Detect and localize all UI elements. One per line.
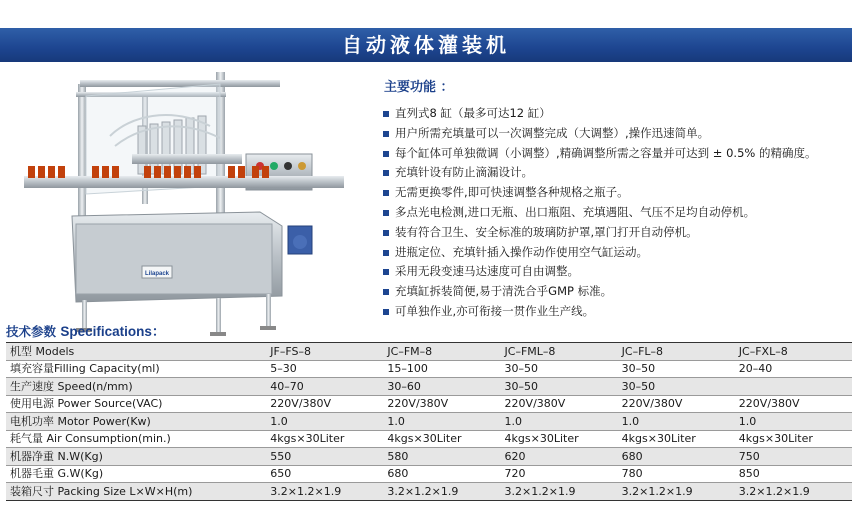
square-bullet-icon	[383, 170, 389, 176]
square-bullet-icon	[383, 210, 389, 216]
param-cell: 电机功率 Motor Power(Kw)	[6, 413, 266, 431]
value-cell: 5–30	[266, 360, 383, 378]
value-cell: 30–60	[383, 378, 500, 396]
value-cell: 30–50	[501, 378, 618, 396]
square-bullet-icon	[383, 309, 389, 315]
param-cell: 机器毛重 G.W(Kg)	[6, 465, 266, 483]
specifications-table	[6, 342, 852, 501]
value-cell: 220V/380V	[266, 395, 383, 413]
value-cell: 1.0	[383, 413, 500, 431]
table-row	[6, 483, 852, 501]
value-cell: JF–FS–8	[266, 343, 383, 361]
value-cell: 30–50	[618, 360, 735, 378]
feature-item: 充填针设有防止滴漏设计。	[380, 163, 850, 183]
feature-item: 进瓶定位、充填针插入操作动作使用空气缸运动。	[380, 243, 850, 263]
table-row	[6, 430, 852, 448]
value-cell: 680	[383, 465, 500, 483]
value-cell: 1.0	[735, 413, 852, 431]
value-cell: JC–FXL–8	[735, 343, 852, 361]
feature-item: 充填缸拆装简便,易于清洗合乎GMP 标准。	[380, 282, 850, 302]
square-bullet-icon	[383, 111, 389, 117]
features-heading: 主要功能 ：	[384, 80, 454, 95]
table-row	[6, 395, 852, 413]
table-row	[6, 378, 852, 396]
param-cell: 机型 Models	[6, 343, 266, 361]
param-cell: 生产速度 Speed(n/mm)	[6, 378, 266, 396]
features-list	[380, 104, 850, 322]
value-cell: 30–50	[618, 378, 735, 396]
value-cell: 780	[618, 465, 735, 483]
value-cell: 220V/380V	[735, 395, 852, 413]
square-bullet-icon	[383, 269, 389, 275]
feature-item: 用户所需充填量可以一次调整完成（大调整）,操作迅速简单。	[380, 124, 850, 144]
feature-item: 多点光电检测,进口无瓶、出口瓶阻、充填遇阻、气压不足均自动停机。	[380, 203, 850, 223]
value-cell: 3.2×1.2×1.9	[383, 483, 500, 501]
param-cell: 填充容量Filling Capacity(ml)	[6, 360, 266, 378]
param-cell: 装箱尺寸 Packing Size L×W×H(m)	[6, 483, 266, 501]
filling-machine-illustration	[20, 66, 350, 338]
table-row	[6, 360, 852, 378]
specifications-heading-en: Specifications：	[60, 324, 166, 339]
square-bullet-icon	[383, 190, 389, 196]
value-cell: 620	[501, 448, 618, 466]
table-row	[6, 343, 852, 361]
value-cell: 4kgs×30Liter	[735, 430, 852, 448]
value-cell: 3.2×1.2×1.9	[266, 483, 383, 501]
square-bullet-icon	[383, 289, 389, 295]
value-cell: JC–FML–8	[501, 343, 618, 361]
square-bullet-icon	[383, 151, 389, 157]
value-cell: 4kgs×30Liter	[383, 430, 500, 448]
value-cell: 4kgs×30Liter	[501, 430, 618, 448]
value-cell: 550	[266, 448, 383, 466]
param-cell: 机器净重 N.W(Kg)	[6, 448, 266, 466]
param-cell: 使用电源 Power Source(VAC)	[6, 395, 266, 413]
feature-item: 无需更换零件,即可快速调整各种规格之瓶子。	[380, 183, 850, 203]
feature-item: 每个缸体可单独微调（小调整）,精确调整所需之容量并可达到 ± 0.5% 的精确度。	[380, 144, 850, 164]
page-title: 自动液体灌装机	[342, 33, 510, 57]
value-cell: 220V/380V	[383, 395, 500, 413]
param-cell: 耗气量 Air Consumption(min.)	[6, 430, 266, 448]
value-cell: 30–50	[501, 360, 618, 378]
value-cell	[735, 378, 852, 396]
value-cell: 1.0	[618, 413, 735, 431]
feature-item: 装有符合卫生、安全标准的玻璃防护罩,罩门打开自动停机。	[380, 223, 850, 243]
machine-brand-label: Lilapack	[144, 271, 170, 277]
feature-item: 采用无段变速马达速度可自由调整。	[380, 262, 850, 282]
value-cell: 650	[266, 465, 383, 483]
feature-item: 直列式8 缸（最多可达12 缸）	[380, 104, 850, 124]
page-title-banner	[0, 28, 852, 62]
main-features	[380, 76, 850, 322]
value-cell: 4kgs×30Liter	[618, 430, 735, 448]
square-bullet-icon	[383, 230, 389, 236]
specifications-heading	[6, 320, 165, 340]
specifications-heading-cn: 技术参数	[6, 324, 57, 339]
value-cell: JC–FL–8	[618, 343, 735, 361]
value-cell: 720	[501, 465, 618, 483]
value-cell: 220V/380V	[618, 395, 735, 413]
value-cell: 3.2×1.2×1.9	[618, 483, 735, 501]
value-cell: JC–FM–8	[383, 343, 500, 361]
square-bullet-icon	[383, 131, 389, 137]
table-row	[6, 465, 852, 483]
value-cell: 40–70	[266, 378, 383, 396]
value-cell: 3.2×1.2×1.9	[501, 483, 618, 501]
machine-photo	[20, 66, 350, 338]
value-cell: 20–40	[735, 360, 852, 378]
value-cell: 1.0	[266, 413, 383, 431]
value-cell: 680	[618, 448, 735, 466]
value-cell: 750	[735, 448, 852, 466]
feature-item: 可单独作业,亦可衔接一贯作业生产线。	[380, 302, 850, 322]
value-cell: 15–100	[383, 360, 500, 378]
value-cell: 1.0	[501, 413, 618, 431]
value-cell: 4kgs×30Liter	[266, 430, 383, 448]
value-cell: 850	[735, 465, 852, 483]
square-bullet-icon	[383, 250, 389, 256]
value-cell: 3.2×1.2×1.9	[735, 483, 852, 501]
table-row	[6, 413, 852, 431]
value-cell: 220V/380V	[501, 395, 618, 413]
table-row	[6, 448, 852, 466]
value-cell: 580	[383, 448, 500, 466]
